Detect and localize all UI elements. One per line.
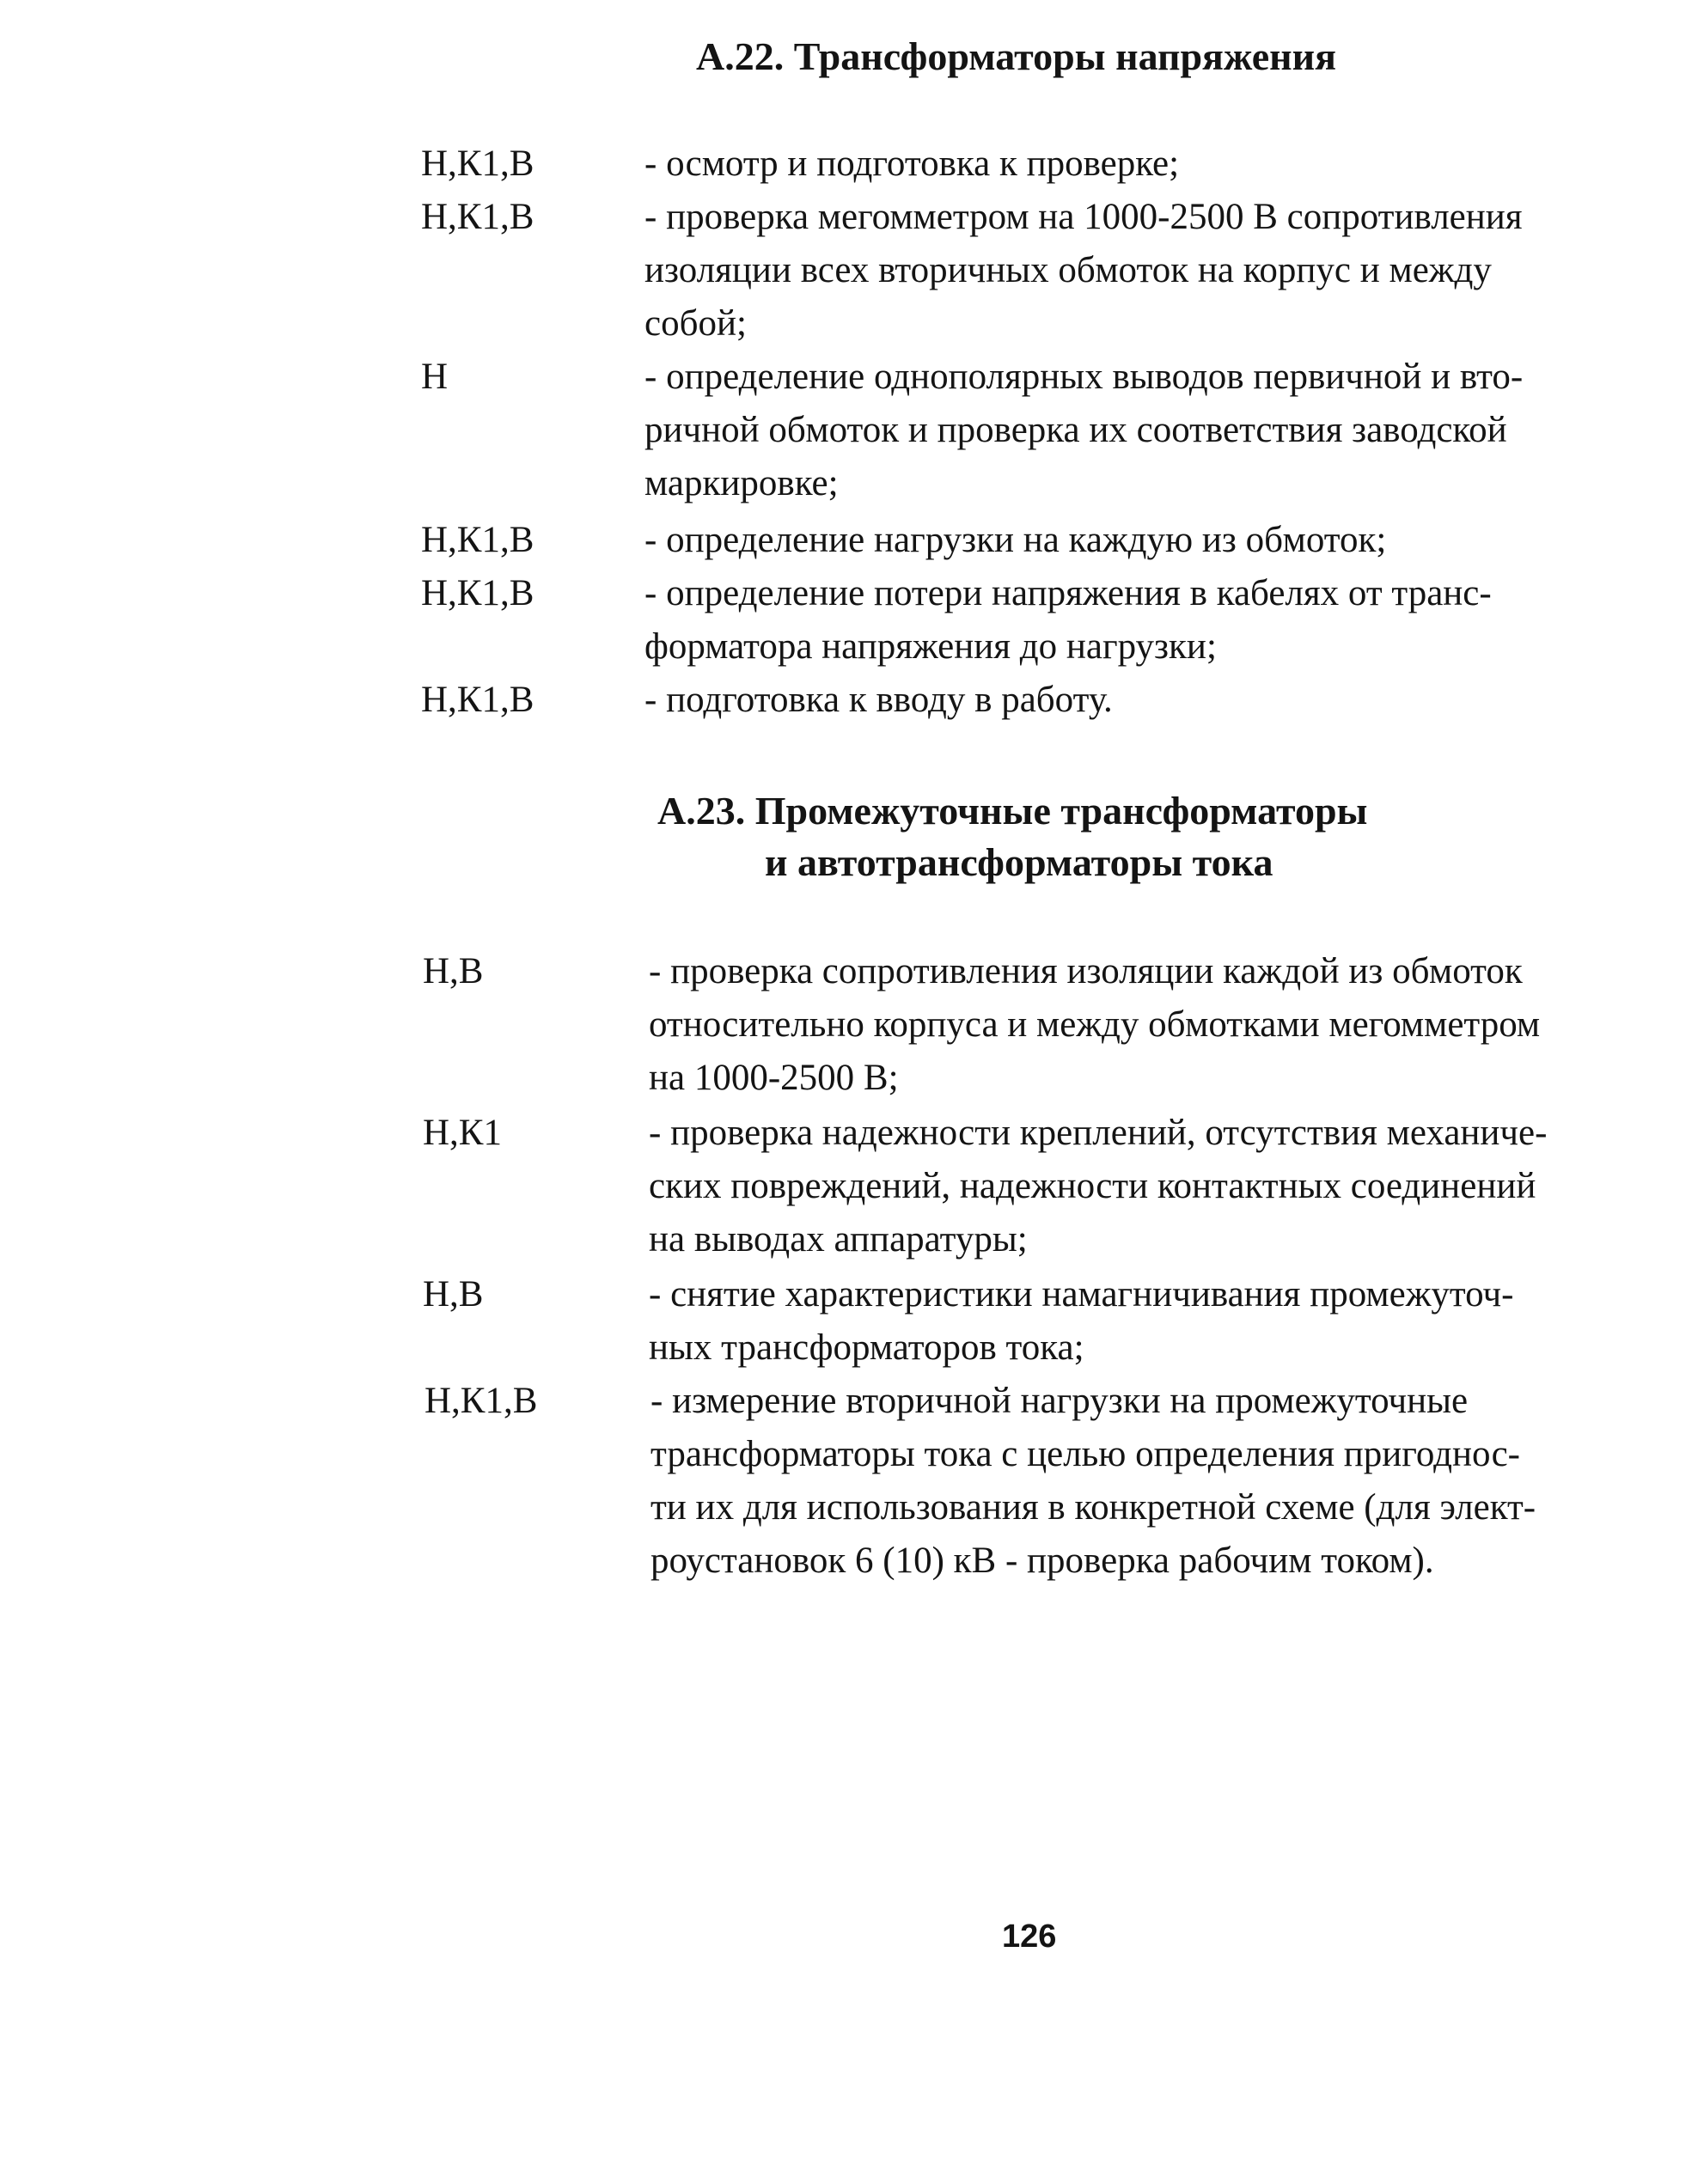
item-code: Н,К1,В xyxy=(421,143,534,184)
item-code: Н,К1,В xyxy=(421,680,534,720)
item-code: Н,В xyxy=(423,951,484,991)
item-description: - определение потери напряжения в кабелях от транс- форматора напряжения до нагрузки; xyxy=(644,573,1492,667)
item-description: - определение однополярных выводов первичной и вто- ричной обмоток и проверка их соответствия заводской маркировке; xyxy=(644,357,1524,503)
item-code: Н,К1,В xyxy=(421,520,534,560)
item-code: Н,К1,В xyxy=(421,197,534,237)
section-a23-title-line1: А.23. Промежуточные трансформаторы xyxy=(657,789,1368,833)
item-description: - проверка надежности креплений, отсутствия механиче- ских повреждений, надежности контактных соединений на выводах аппаратуры; xyxy=(649,1113,1548,1260)
item-code: Н,К1 xyxy=(423,1113,502,1153)
section-a23-title-line2: и автотрансформаторы тока xyxy=(765,840,1273,884)
item-code: Н,К1,В xyxy=(424,1381,538,1421)
item-description: - проверка мегомметром на 1000-2500 В сопротивления изоляции всех вторичных обмоток на корпус и между собой; xyxy=(644,197,1523,344)
item-description: - проверка сопротивления изоляции каждой из обмоток относительно корпуса и между обмотками мегомметром на 1000-2500 В; xyxy=(649,951,1541,1098)
item-code: Н,В xyxy=(423,1274,484,1315)
page-number: 126 xyxy=(1002,1919,1057,1955)
item-description: - снятие характеристики намагничивания промежуточ- ных трансформаторов тока; xyxy=(649,1274,1514,1368)
item-code: Н,К1,В xyxy=(421,573,534,613)
item-code: Н xyxy=(421,357,449,397)
item-description: - определение нагрузки на каждую из обмоток; xyxy=(644,520,1387,560)
section-a22-title: А.22. Трансформаторы напряжения xyxy=(696,34,1337,78)
item-description: - осмотр и подготовка к проверке; xyxy=(644,143,1180,184)
item-description: - подготовка к вводу в работу. xyxy=(644,680,1113,720)
item-description: - измерение вторичной нагрузки на промежуточные трансформаторы тока с целью определения пригоднос- ти их для использования в конкретной схеме (для элект- роустановок 6 (10) кВ - проверка рабочим током). xyxy=(650,1381,1536,1581)
